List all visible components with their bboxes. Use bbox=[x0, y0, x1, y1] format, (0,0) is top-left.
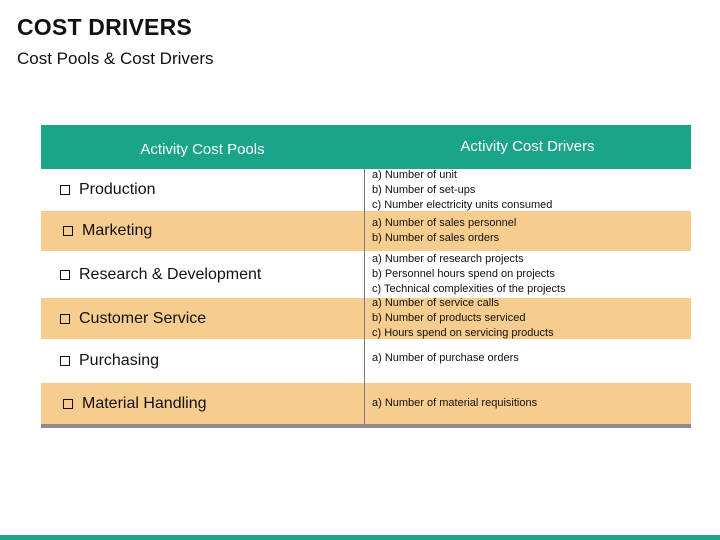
table-row bbox=[41, 251, 691, 298]
cost-drivers-cell bbox=[364, 251, 691, 298]
page-title: COST DRIVERS bbox=[17, 14, 192, 40]
table-row bbox=[41, 211, 691, 251]
cost-pool-label: Marketing bbox=[82, 222, 153, 239]
table-bottom-rule bbox=[41, 424, 691, 428]
driver-item: c) Number electricity units consumed bbox=[372, 198, 553, 211]
cost-pool-label: Research & Development bbox=[79, 265, 262, 283]
checkbox-bullet-icon bbox=[60, 314, 70, 324]
column-header-cost-pools: Activity Cost Pools bbox=[140, 140, 265, 158]
cost-pool-cell bbox=[41, 383, 364, 424]
driver-item: b) Number of sales orders bbox=[372, 232, 500, 244]
driver-item: a) Number of purchase orders bbox=[372, 351, 519, 364]
driver-item: a) Number of unit bbox=[372, 168, 457, 181]
checkbox-bullet-icon bbox=[63, 399, 73, 409]
driver-item: a) Number of sales personnel bbox=[372, 217, 517, 229]
cost-pool-label: Customer Service bbox=[79, 309, 207, 327]
driver-item: b) Personnel hours spend on projects bbox=[372, 268, 555, 280]
cost-pool-cell bbox=[41, 211, 364, 251]
table-header bbox=[41, 125, 691, 169]
driver-item: b) Number of products serviced bbox=[372, 312, 526, 324]
cost-drivers-cell bbox=[364, 339, 691, 383]
cost-pool-cell bbox=[41, 169, 364, 211]
cost-pool-label: Production bbox=[79, 181, 156, 198]
cost-pool-label: Purchasing bbox=[79, 352, 160, 369]
checkbox-bullet-icon bbox=[60, 270, 70, 280]
driver-item: a) Number of service calls bbox=[372, 297, 500, 309]
driver-item: c) Hours spend on servicing products bbox=[372, 327, 554, 339]
cost-pool-cell bbox=[41, 339, 364, 383]
cost-drivers-cell bbox=[364, 383, 691, 424]
table-row bbox=[41, 383, 691, 424]
footer-accent-bar bbox=[0, 535, 720, 540]
driver-item: c) Technical complexities of the projects bbox=[372, 283, 566, 295]
column-header-cost-drivers: Activity Cost Drivers bbox=[460, 137, 595, 155]
checkbox-bullet-icon bbox=[60, 185, 70, 195]
cost-drivers-cell bbox=[364, 298, 691, 339]
table-row bbox=[41, 169, 691, 211]
cost-drivers-cell bbox=[364, 169, 691, 211]
cost-pool-cell bbox=[41, 298, 364, 339]
cost-pool-cell bbox=[41, 251, 364, 298]
table-row bbox=[41, 298, 691, 339]
page-subtitle: Cost Pools & Cost Drivers bbox=[17, 49, 214, 68]
cost-drivers-table bbox=[41, 125, 691, 428]
table-row bbox=[41, 339, 691, 383]
cost-drivers-cell bbox=[364, 211, 691, 251]
driver-item: b) Number of set-ups bbox=[372, 183, 476, 196]
driver-item: a) Number of material requisitions bbox=[372, 397, 538, 409]
cost-pool-label: Material Handling bbox=[82, 394, 207, 412]
checkbox-bullet-icon bbox=[63, 226, 73, 236]
checkbox-bullet-icon bbox=[60, 356, 70, 366]
driver-item: a) Number of research projects bbox=[372, 253, 524, 265]
